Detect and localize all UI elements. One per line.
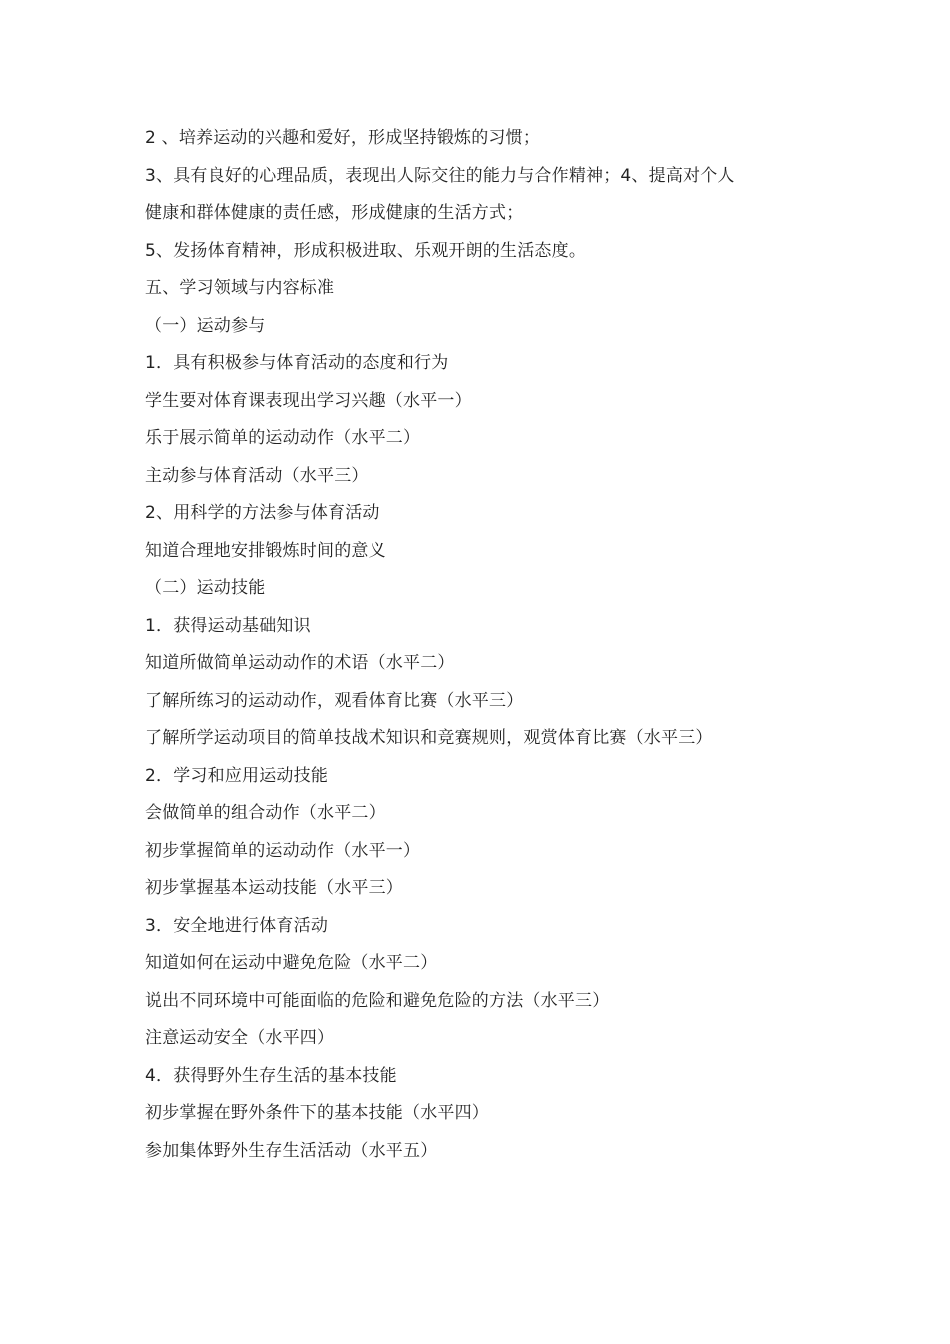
text-line: 注意运动安全（水平四） (145, 1028, 335, 1048)
text-line: 主动参与体育活动（水平三） (145, 465, 369, 486)
item-heading: 1．获得运动基础知识 (145, 615, 311, 636)
subsection-heading: （一）运动参与 (145, 315, 266, 336)
text-line: 知道如何在运动中避免危险（水平二） (145, 953, 438, 973)
text-line: 会做简单的组合动作（水平二） (145, 803, 386, 823)
text-line: 2 、培养运动的兴趣和爱好，形成坚持锻炼的习惯； (145, 128, 541, 148)
item-heading: 3．安全地进行体育活动 (145, 915, 329, 936)
document-body (145, 120, 805, 1170)
text-line: 5、发扬体育精神，形成积极进取、乐观开朗的生活态度。 (145, 240, 587, 261)
item-heading: 1．具有积极参与体育活动的态度和行为 (145, 353, 449, 373)
item-heading: 4．获得野外生存生活的基本技能 (145, 1065, 397, 1086)
text-line: 初步掌握简单的运动动作（水平一） (145, 840, 421, 861)
text-line: 知道合理地安排锻炼时间的意义 (145, 540, 386, 561)
text-line: 了解所学运动项目的简单技战术知识和竞赛规则，观赏体育比赛（水平三） (145, 728, 713, 748)
text-line: 学生要对体育课表现出学习兴趣（水平一） (145, 390, 472, 411)
text-line: 知道所做简单运动动作的术语（水平二） (145, 653, 455, 673)
text-line: 说出不同环境中可能面临的危险和避免危险的方法（水平三） (145, 990, 610, 1011)
text-line: 初步掌握基本运动技能（水平三） (145, 878, 403, 898)
section-heading: 五、学习领域与内容标准 (145, 278, 335, 298)
text-line: 初步掌握在野外条件下的基本技能（水平四） (145, 1103, 489, 1123)
text-line: 参加集体野外生存生活活动（水平五） (145, 1140, 438, 1161)
text-line: 健康和群体健康的责任感，形成健康的生活方式； (145, 203, 524, 223)
subsection-heading: （二）运动技能 (145, 578, 266, 598)
text-line: 乐于展示简单的运动动作（水平二） (145, 428, 421, 448)
item-heading: 2、用科学的方法参与体育活动 (145, 503, 380, 523)
text-line: 3、具有良好的心理品质，表现出人际交往的能力与合作精神；4、提高对个人 (145, 165, 735, 186)
text-line: 了解所练习的运动动作，观看体育比赛（水平三） (145, 690, 524, 711)
item-heading: 2．学习和应用运动技能 (145, 765, 329, 786)
